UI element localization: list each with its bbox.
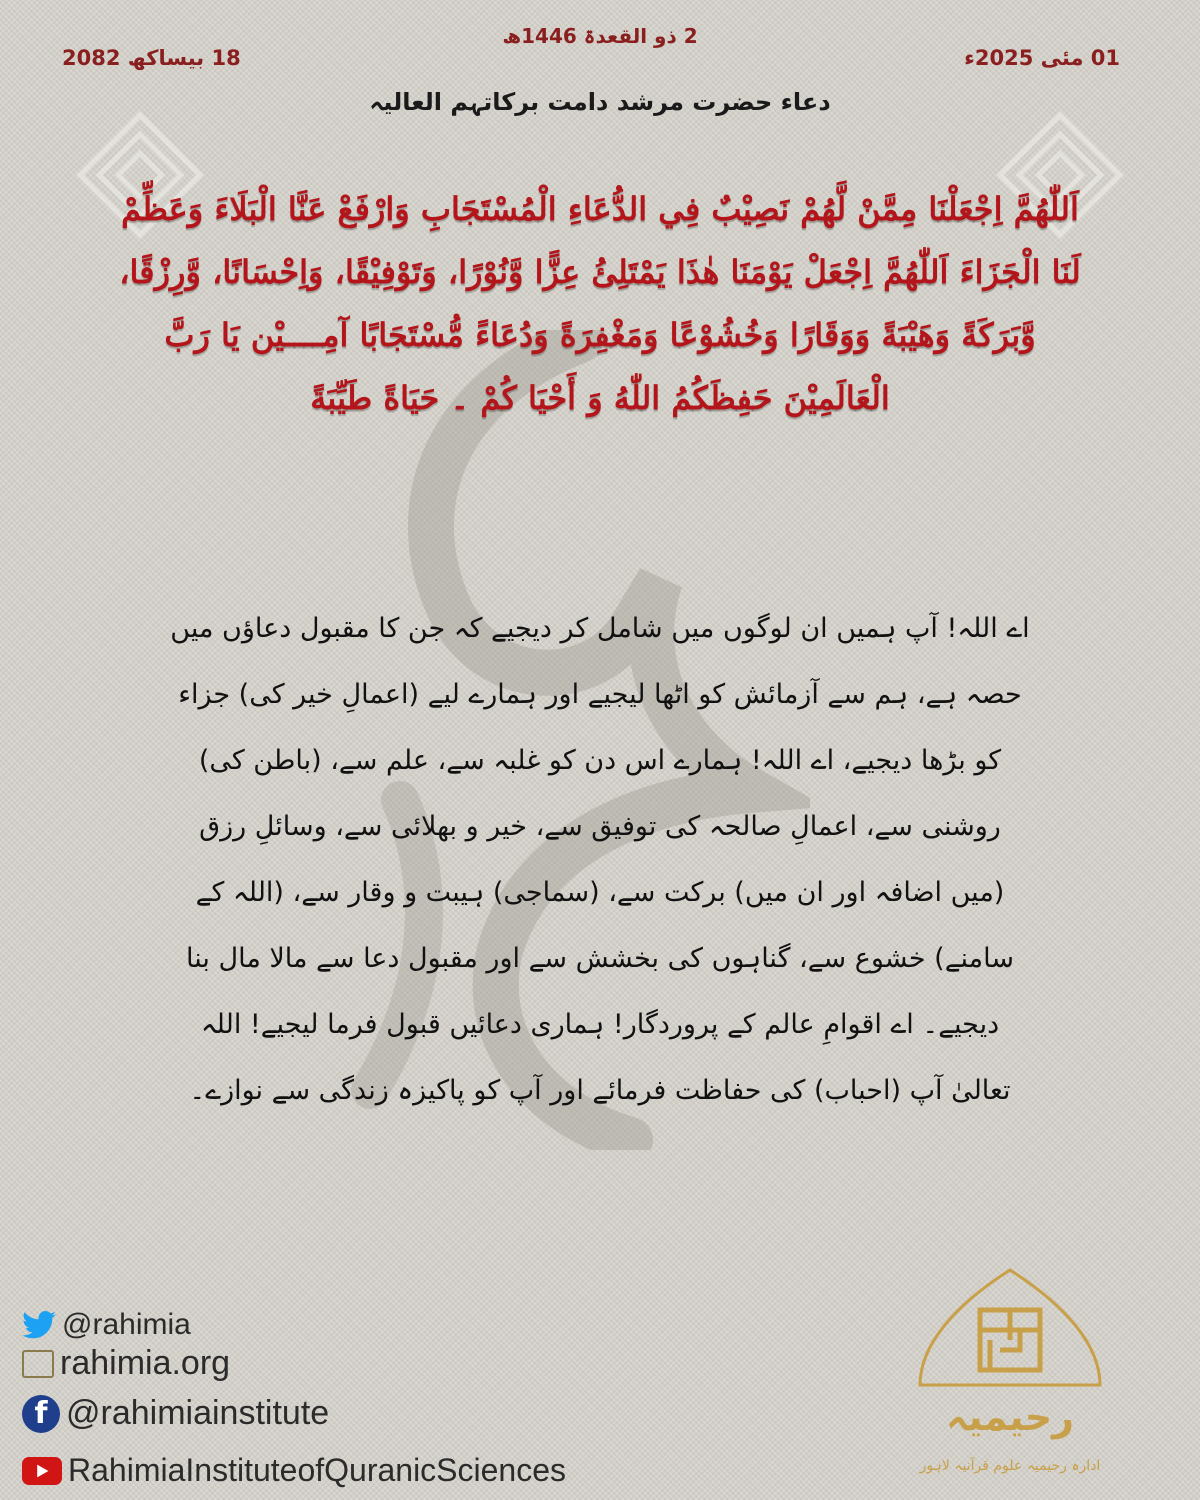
twitter-icon — [22, 1311, 56, 1339]
logo-subtitle: ادارہ رحیمیہ علوم قرآنیہ لاہور — [919, 1458, 1101, 1474]
twitter-handle-text: @rahimia — [62, 1308, 191, 1341]
web-icon — [22, 1350, 54, 1378]
bikrami-date: 18 بیساکھ 2082 — [62, 46, 241, 70]
facebook-handle-text: @rahimiainstitute — [66, 1394, 330, 1432]
website-link[interactable] — [22, 1344, 230, 1383]
hijri-date: 2 ذو القعدۃ 1446ھ — [502, 24, 698, 48]
dua-arabic-text: اَللّٰهُمَّ اِجْعَلْنَا مِمَّنْ لَّهُمْ نَصِيْبٌ فِي الدُّعَاءِ الْمُسْتَجَابِ وَارْفَعْ عَنَّا الْبَلَاءَ وَعَظِّمْ لَنَا الْجَزَاءَ اَللّٰهُمَّ اِجْعَلْ يَوْمَنَا هٰذَا يَمْتَلِئُ عِزًّا وَّنُوْرًا، وَتَوْفِيْقًا، وَاِحْسَانًا، وَّرِزْقًا، وَّبَرَكَةً وَهَيْبَةً وَوَقَارًا وَخُشُوْعًا وَمَغْفِرَةً وَدُعَاءً مُّسْتَجَابًا آمِــــيْن يَا رَبَّ الْعَالَمِيْنَ حَفِظَكُمُ اللّٰهُ وَ أَحْيَا كُمْ ۔ حَيَاةً طَيِّبَةً — [119, 190, 1081, 417]
page-title: دعاء حضرت مرشد دامت برکاتہم العالیہ — [369, 88, 831, 116]
youtube-channel[interactable] — [22, 1452, 566, 1489]
rahimia-logo — [905, 1265, 1115, 1495]
logo-name: رحیمیہ — [945, 1395, 1075, 1439]
gregorian-date: 01 مئی 2025ء — [964, 46, 1120, 70]
youtube-icon — [22, 1457, 62, 1485]
twitter-handle[interactable] — [22, 1308, 191, 1342]
youtube-channel-text: RahimiaInstituteofQuranicSciences — [68, 1452, 567, 1488]
dua-urdu-translation: اے اللہ! آپ ہمیں ان لوگوں میں شامل کر دیجیے کہ جن کا مقبول دعاؤں میں حصہ ہے، ہم سے آزمائش کو اٹھا لیجیے اور ہمارے لیے (اعمالِ خیر کی) جزاء کو بڑھا دیجیے، اے اللہ! ہمارے اس دن کو غلبہ سے، علم سے، (باطن کی) روشنی سے، اعمالِ صالحہ کی توفیق سے، خیر و بھلائی سے، وسائلِ رزق (میں اضافہ اور ان میں) برکت سے، (سماجی) ہیبت و وقار سے، (اللہ کے سامنے) خشوع سے، گناہوں کی بخشش سے اور مقبول دعا سے مالا مال بنا دیجیے۔ اے اقوامِ عالم کے پروردگار! ہماری دعائیں قبول فرما لیجیے! اللہ تعالیٰ آپ (احباب) کی حفاظت فرمائے اور آپ کو پاکیزہ زندگی سے نوازے۔ — [170, 613, 1030, 1106]
website-text: rahimia.org — [60, 1344, 231, 1382]
facebook-icon: f — [22, 1395, 60, 1433]
facebook-handle[interactable] — [22, 1394, 329, 1433]
